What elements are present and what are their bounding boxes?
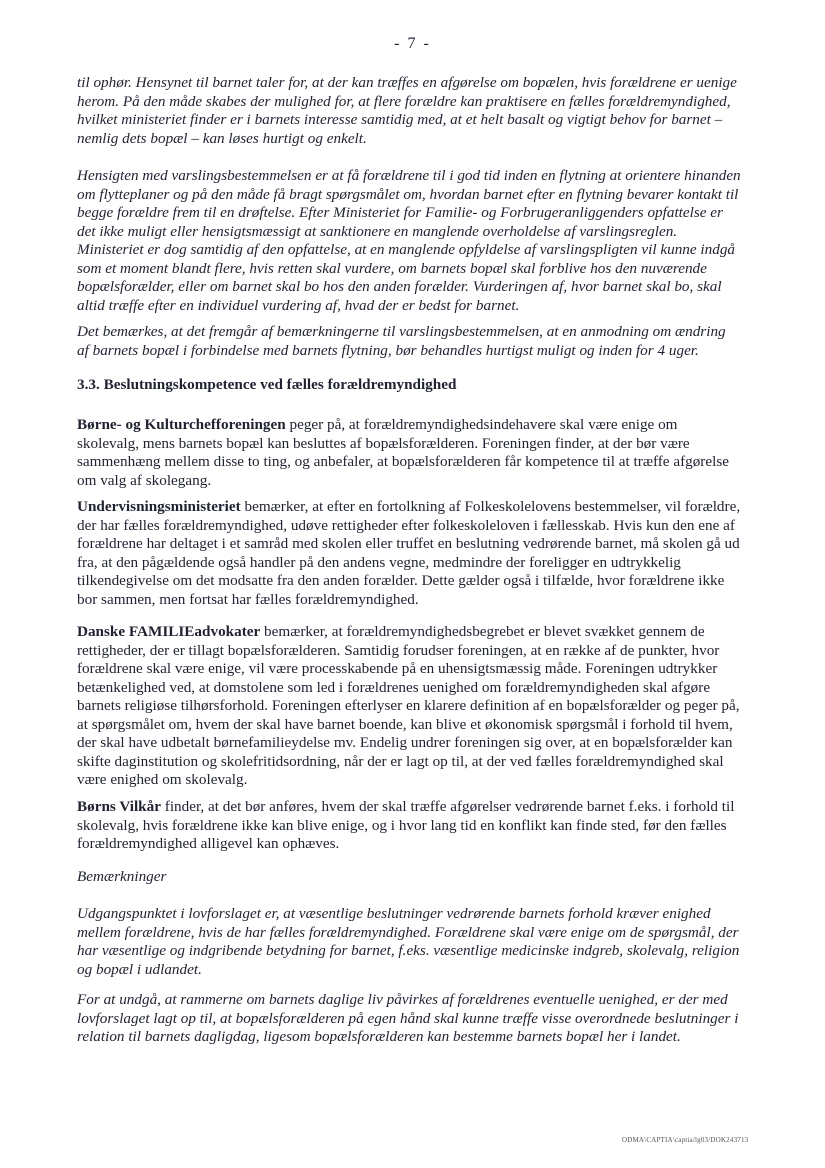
response-text: finder, at det bør anføres, hvem der skal træffe afgørelser vedrørende barnet f.eks. i forhold til skolevalg, hvis forældrene ikke kan blive enige, og i hvor lang tid en konflikt kan finde sted, før den fælles forældremyndighed alligevel kan ophæves. xyxy=(77,798,735,852)
consultation-response-3 xyxy=(77,623,741,790)
remarks-paragraph-1: Udgangspunktet i lovforslaget er, at væsentlige beslutninger vedrørende barnets forhold kræver enighed mellem forældrene, hvis de har fælles forældremyndighed. Forældrene skal være enige om de spørgsmål, der har væsentlige og indgribende betydning for barnet, f.eks. væsentlige medicinske indgreb, skolevalg, religion og bopæl i udlandet. xyxy=(77,905,740,978)
organization-name: Undervisningsministeriet xyxy=(77,498,241,515)
page-number: - 7 - xyxy=(394,35,431,52)
remarks-heading: Bemærkninger xyxy=(77,868,167,885)
response-text: peger på, at forældremyndighedsindehavere skal være enige om skolevalg, mens barnets bopæl kan besluttes af bopælsforælderen. Foreningen finder, at der bør være sammenhæng mellem disse to ting, og anbefaler, at bopælsforælderen får kompetence til at træffe afgørelse om valg af skolegang. xyxy=(77,416,729,489)
document-reference: ODMA\CAPTIA\captia/lg03/DOK243713 xyxy=(622,1136,749,1144)
consultation-response-1 xyxy=(77,416,741,490)
consultation-response-4 xyxy=(77,798,741,854)
notification-rule-paragraph: Hensigten med varslingsbestemmelsen er at få forældrene til i god tid inden en flytning at orientere hinanden om flytteplaner og på den måde få bragt spørgsmålet om, hvordan barnet efter en flytning bevarer kontakt til begge forældre frem til en drøftelse. Efter Ministeriet for Familie- og Forbrugeranliggenders opfattelse er det ikke muligt eller hensigtsmæssigt at sanktionere en manglende overholdelse af varslingsreglen. Ministeriet er dog samtidig af den opfattelse, at en manglende opfyldelse af varslingspligten vil kunne indgå som et moment blandt flere, hvis retten skal vurdere, om barnets bopæl skal forblive hos den nuværende bopælsforælder, eller om barnet skal bo hos den anden forælder. Vurderingen af, hvor barnet skal bo, skal altid træffe efter en individuel vurdering af, hvad der er bedst for barnet. xyxy=(77,167,741,314)
consultation-response-2 xyxy=(77,498,741,609)
response-text: bemærker, at efter en fortolkning af Folkeskolelovens bestemmelser, vil forældre, der har fælles forældremyndighed, udøve rettigheder efter folkeskoleloven i fællesskab. Hvis kun den ene af forældrene har deltaget i et samråd med skolen eller truffet en beslutning vedrørende barnet, må skolen gå ud fra, at den pågældende også handler på den andens vegne, medmindre der foreligger en udtrykkelig tilkendegivelse om det modsatte fra den anden forælder. Dette gælder også i tilfælde, hvor forældrene ikke bor sammen, men fortsat har fælles forældremyndighed. xyxy=(77,498,741,608)
section-heading: 3.3. Beslutningskompetence ved fælles forældremyndighed xyxy=(77,376,457,393)
organization-name: Børns Vilkår xyxy=(77,798,161,815)
response-text: bemærker, at forældremyndighedsbegrebet er blevet svækket gennem de rettigheder, der er tillagt bopælsforælderen. Samtidig forudser foreningen, at en række af de punkter, hvor forældrene skal være enige, vil være processkabende på en uhensigtsmæssig måde. Foreningen udtrykker betænkelighed ved, at domstolene som led i forældrenes uenighed om forældremyndigheden skal afgøre barnets religiøse tilhørsforhold. Foreningen efterlyser en klarere definition af en bopælsforælder og peger på, at spørgsmålet om, hvem der skal have barnet boende, kan blive et økonomisk spørgsmål i forhold til hvem, der skal have udbetalt børnefamilieydelse mv. Endelig undrer foreningen sig over, at en bopælsforælder kan skifte daginstitution og skolefritidsordning, når der er lagt op til, at der ved fælles forældremyndighed skal være enighed om skolevalg. xyxy=(77,623,740,788)
remarks-paragraph-2: For at undgå, at rammerne om barnets daglige liv påvirkes af forældrenes eventuelle uenighed, er der med lovforslaget lagt op til, at bopælsforælderen på egen hånd skal kunne træffe visse overordnede beslutninger i relation til barnets dagligdag, ligesom bopælsforælderen kan bestemme barnets bopæl her i landet. xyxy=(77,991,739,1045)
intro-paragraph: til ophør. Hensynet til barnet taler for, at der kan træffes en afgørelse om bopælen, hvis forældrene er uenige herom. På den måde skabes der mulighed for, at flere forældre kan praktisere en fælles forældremyndighed, hvilket ministeriet finder er i barnets interesse samtidig med, at et helt basalt og vigtigt behov for barnet – nemlig dets bopæl – kan løses hurtigt og enkelt. xyxy=(77,74,737,147)
organization-name: Danske FAMILIEadvokater xyxy=(77,623,261,640)
deadline-note-paragraph: Det bemærkes, at det fremgår af bemærkningerne til varslingsbestemmelsen, at en anmodning om ændring af barnets bopæl i forbindelse med barnets flytning, bør behandles hurtigst muligt og inden for 4 uger. xyxy=(77,323,726,359)
organization-name: Børne- og Kulturchefforeningen xyxy=(77,416,286,433)
